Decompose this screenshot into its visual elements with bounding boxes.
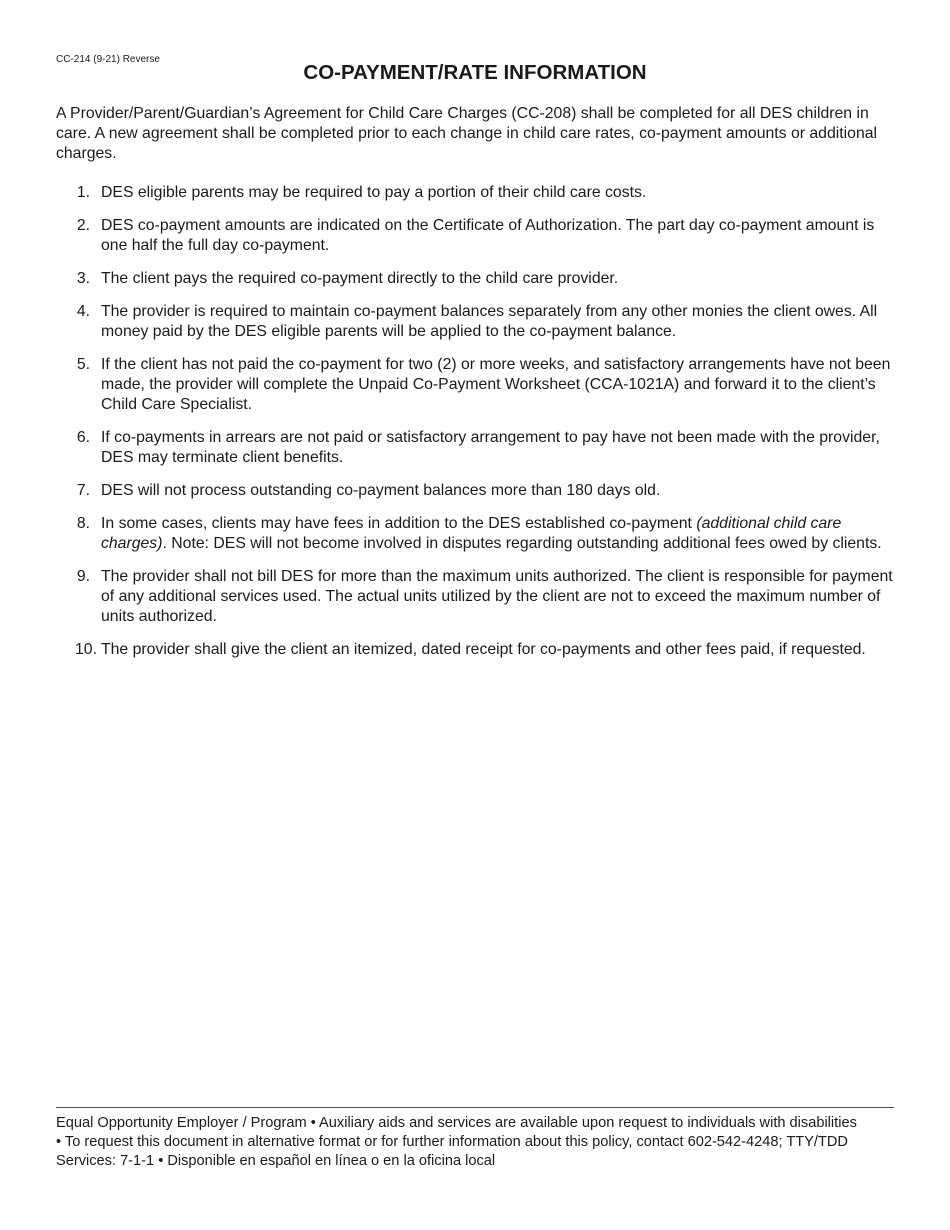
list-item (56, 269, 896, 289)
item-text: The provider is required to maintain co-payment balances separately from any other monies the client owes. All money paid by the DES eligible parents will be applied to the co-payment balance. (101, 303, 878, 340)
item-text: DES co-payment amounts are indicated on the Certificate of Authorization. The part day co-payment amount is one half the full day co-payment. (101, 217, 875, 254)
list-item (56, 514, 896, 554)
item-number: 9. (76, 568, 90, 585)
item-text: DES will not process outstanding co-payment balances more than 180 days old. (101, 482, 661, 499)
item-text (101, 515, 882, 552)
intro-paragraph: A Provider/Parent/Guardian’s Agreement for Child Care Charges (CC-208) shall be completed for all DES children in care. A new agreement shall be completed prior to each change in child care rates, co-payment amounts or additional charges. (56, 105, 878, 162)
footer-line: • To request this document in alternative format or for further information about this policy, contact 602-542-4248; TTY/TDD (56, 1134, 848, 1150)
list-item (56, 302, 896, 342)
item-text: DES eligible parents may be required to pay a portion of their child care costs. (101, 184, 647, 201)
footer-line: Services: 7-1-1 • Disponible en español en línea o en la oficina local (56, 1153, 496, 1169)
item-text: The provider shall not bill DES for more than the maximum units authorized. The client is responsible for payment of any additional services used. The actual units utilized by the client are not to exceed the maximum number of units authorized. (101, 568, 893, 625)
footer-line: Equal Opportunity Employer / Program • Auxiliary aids and services are available upon request to individuals with disabilities (56, 1115, 857, 1131)
list-item (56, 183, 896, 203)
item-number: 5. (76, 356, 90, 373)
footer-notice (56, 1114, 906, 1171)
item-number: 6. (76, 429, 90, 446)
item-number: 2. (76, 217, 90, 234)
list-item (56, 567, 896, 627)
item-text-italic: (additional child care charges) (101, 515, 842, 552)
policy-list (56, 183, 896, 673)
item-number: 8. (76, 515, 90, 532)
list-item (56, 216, 896, 256)
form-id: CC-214 (9-21) Reverse (56, 54, 160, 65)
item-text-before: In some cases, clients may have fees in addition to the DES established co-payment (101, 515, 697, 532)
list-item (56, 640, 896, 660)
item-text: The client pays the required co-payment directly to the child care provider. (101, 270, 619, 287)
page-title: CO-PAYMENT/RATE INFORMATION (303, 61, 647, 84)
list-item (56, 355, 896, 415)
list-item (56, 481, 896, 501)
item-text-after: . Note: DES will not become involved in disputes regarding outstanding additional fees owed by clients. (162, 535, 882, 552)
list-item (56, 428, 896, 468)
item-number: 10. (75, 641, 97, 658)
item-number: 3. (76, 270, 90, 287)
item-text: If the client has not paid the co-payment for two (2) or more weeks, and satisfactory arrangements have not been made, the provider will complete the Unpaid Co-Payment Worksheet (CCA-1021A) and forward it to the client’s Child Care Specialist. (101, 356, 891, 413)
item-text: The provider shall give the client an itemized, dated receipt for co-payments and other fees paid, if requested. (101, 641, 866, 658)
item-number: 7. (76, 482, 90, 499)
item-text: If co-payments in arrears are not paid or satisfactory arrangement to pay have not been made with the provider, DES may terminate client benefits. (101, 429, 880, 466)
footer-divider (56, 1107, 894, 1108)
item-number: 1. (76, 184, 90, 201)
item-number: 4. (76, 303, 90, 320)
